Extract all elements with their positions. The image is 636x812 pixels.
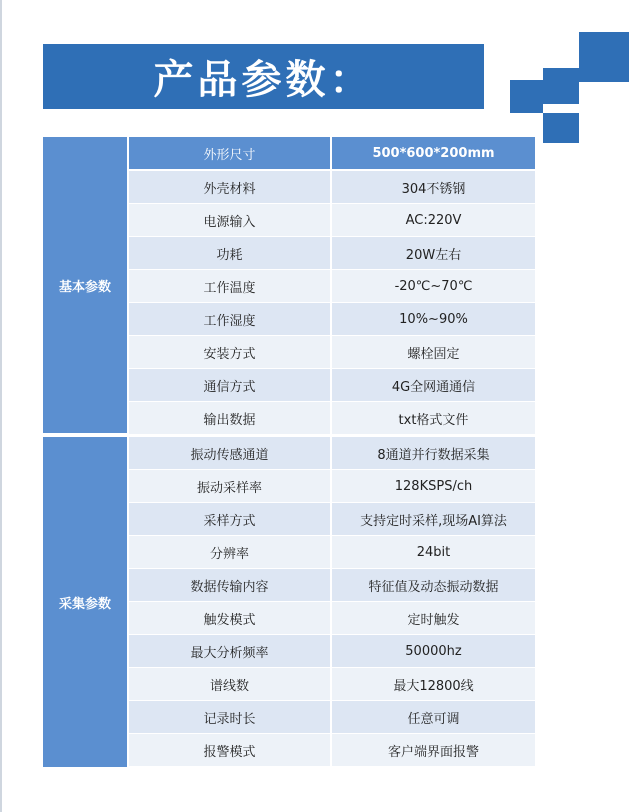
param-value: 螺栓固定 — [332, 336, 535, 368]
table-row — [129, 402, 535, 434]
table-row — [129, 734, 535, 766]
param-value: 定时触发 — [332, 602, 535, 634]
table-row — [129, 437, 535, 469]
param-name: 输出数据 — [129, 402, 330, 434]
corner-decoration-square — [579, 32, 629, 82]
table-row — [129, 602, 535, 634]
param-value: 最大12800线 — [332, 668, 535, 700]
param-name: 电源输入 — [129, 204, 330, 236]
param-name: 谱线数 — [129, 668, 330, 700]
table-row — [129, 336, 535, 368]
param-name: 振动采样率 — [129, 470, 330, 502]
table-row — [129, 303, 535, 335]
param-value: 客户端界面报警 — [332, 734, 535, 766]
corner-decoration-square — [510, 80, 543, 113]
table-row — [129, 701, 535, 733]
param-value: 4G全网通通信 — [332, 369, 535, 401]
table-row — [129, 369, 535, 401]
param-value: txt格式文件 — [332, 402, 535, 434]
table-header-row — [129, 137, 535, 169]
param-name: 工作温度 — [129, 270, 330, 302]
param-value: 特征值及动态振动数据 — [332, 569, 535, 601]
param-value: -20℃~70℃ — [332, 270, 535, 302]
group-label-basic: 基本参数 — [43, 137, 127, 433]
param-value: 任意可调 — [332, 701, 535, 733]
param-value: AC:220V — [332, 204, 535, 236]
param-name: 功耗 — [129, 237, 330, 269]
table-row — [129, 270, 535, 302]
param-name: 采样方式 — [129, 503, 330, 535]
param-value: 10%~90% — [332, 303, 535, 335]
param-value: 24bit — [332, 536, 535, 568]
param-name: 最大分析频率 — [129, 635, 330, 667]
param-name: 工作湿度 — [129, 303, 330, 335]
table-row — [129, 668, 535, 700]
table-row — [129, 237, 535, 269]
param-name: 记录时长 — [129, 701, 330, 733]
param-value: 50000hz — [332, 635, 535, 667]
param-name: 分辨率 — [129, 536, 330, 568]
param-name: 安装方式 — [129, 336, 330, 368]
param-value: 支持定时采样,现场AI算法 — [332, 503, 535, 535]
param-name: 外形尺寸 — [129, 137, 330, 169]
table-row — [129, 204, 535, 236]
param-name: 外壳材料 — [129, 171, 330, 203]
param-name: 通信方式 — [129, 369, 330, 401]
param-value: 20W左右 — [332, 237, 535, 269]
table-row — [129, 569, 535, 601]
title-banner — [43, 44, 484, 109]
param-value: 304不锈钢 — [332, 171, 535, 203]
param-name: 报警模式 — [129, 734, 330, 766]
page-left-border — [0, 0, 2, 812]
table-row — [129, 635, 535, 667]
table-row — [129, 171, 535, 203]
page-title: 产品参数： — [153, 57, 374, 103]
param-value: 128KSPS/ch — [332, 470, 535, 502]
param-name: 数据传输内容 — [129, 569, 330, 601]
param-value: 8通道并行数据采集 — [332, 437, 535, 469]
corner-decoration-square — [543, 68, 579, 104]
table-row — [129, 470, 535, 502]
table-row — [129, 503, 535, 535]
corner-decoration-square — [543, 113, 579, 143]
param-name: 振动传感通道 — [129, 437, 330, 469]
param-value: 500*600*200mm — [332, 137, 535, 169]
param-name: 触发模式 — [129, 602, 330, 634]
group-label-acquisition: 采集参数 — [43, 437, 127, 767]
table-row — [129, 536, 535, 568]
